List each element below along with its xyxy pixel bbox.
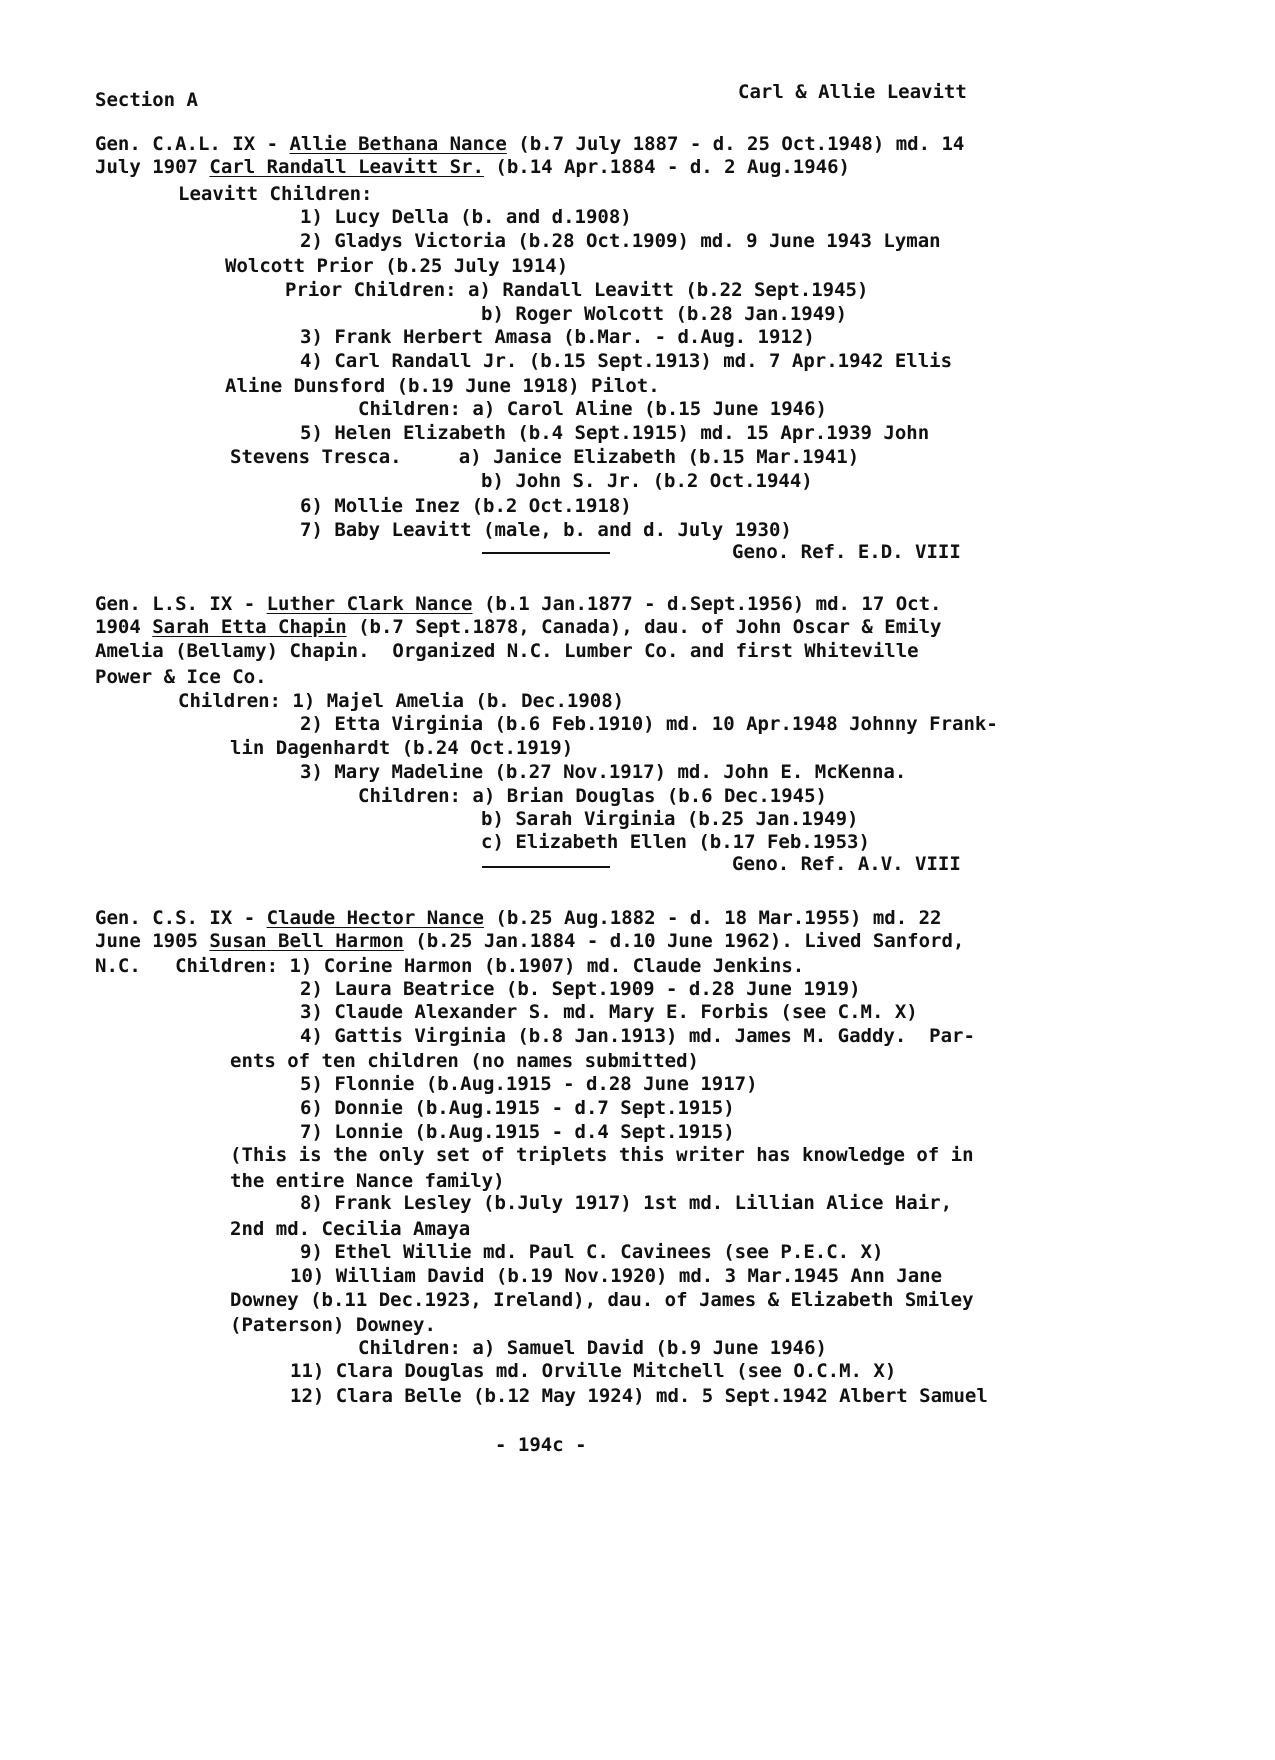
child-line: 9) Ethel Willie md. Paul C. Cavinees (see P.E.C. X) — [300, 1241, 884, 1263]
child-line: 3) Frank Herbert Amasa (b.Mar. - d.Aug. 1912) — [300, 326, 815, 348]
entry-line: June 1905 Susan Bell Harmon (b.25 Jan.1884 - d.10 June 1962). Lived Sanford, — [95, 930, 965, 952]
child-line: 2) Gladys Victoria (b.28 Oct.1909) md. 9 June 1943 Lyman — [300, 230, 941, 252]
geno-reference: Geno. Ref. E.D. VIII — [732, 541, 961, 563]
grandchild-line: Children: a) Brian Douglas (b.6 Dec.1945) — [358, 785, 827, 807]
entry-line: N.C. Children: 1) Corine Harmon (b.1907) md. Claude Jenkins. — [95, 955, 805, 977]
child-line: Wolcott Prior (b.25 July 1914) — [225, 255, 569, 277]
entry-line: Power & Ice Co. — [95, 666, 267, 688]
child-line: 4) Carl Randall Jr. (b.15 Sept.1913) md. 7 Apr.1942 Ellis — [300, 350, 953, 372]
grandchild-line: Prior Children: a) Randall Leavitt (b.22 Sept.1945) — [285, 279, 869, 301]
child-line: 6) Donnie (b.Aug.1915 - d.7 Sept.1915) — [300, 1097, 735, 1119]
child-line: 1) Lucy Della (b. and d.1908) — [300, 206, 632, 228]
child-line: Stevens Tresca. a) Janice Elizabeth (b.15 Mar.1941) — [230, 446, 860, 468]
geno-reference: Geno. Ref. A.V. VIII — [732, 853, 961, 875]
principal-name: Allie Bethana Nance — [289, 133, 507, 155]
children-heading: Children: 1) Majel Amelia (b. Dec.1908) — [178, 690, 625, 712]
child-line: lin Dagenhardt (b.24 Oct.1919) — [230, 737, 574, 759]
child-line: (Paterson) Downey. — [230, 1314, 436, 1336]
child-line: 7) Lonnie (b.Aug.1915 - d.4 Sept.1915) — [300, 1121, 735, 1143]
child-line: 4) Gattis Virginia (b.8 Jan.1913) md. James M. Gaddy. Par- — [300, 1025, 975, 1047]
family-heading: Carl & Allie Leavitt — [738, 81, 967, 103]
note-line: the entire Nance family) — [230, 1170, 505, 1192]
child-line: 2nd md. Cecilia Amaya — [230, 1218, 471, 1240]
child-line: 10) William David (b.19 Nov.1920) md. 3 Mar.1945 Ann Jane — [290, 1265, 943, 1287]
spouse-name: Sarah Etta Chapin — [152, 616, 347, 638]
child-line: 11) Clara Douglas md. Orville Mitchell (see O.C.M. X) — [290, 1360, 897, 1382]
genealogy-entry-claude-nance — [0, 907, 1275, 1650]
child-line: 12) Clara Belle (b.12 May 1924) md. 5 Sept.1942 Albert Samuel — [290, 1385, 988, 1407]
child-line: ents of ten children (no names submitted) — [230, 1050, 699, 1072]
child-line: 5) Helen Elizabeth (b.4 Sept.1915) md. 15 Apr.1939 John — [300, 422, 930, 444]
child-line: 5) Flonnie (b.Aug.1915 - d.28 June 1917) — [300, 1073, 758, 1095]
grandchild-line: Children: a) Samuel David (b.9 June 1946) — [358, 1337, 827, 1359]
child-line: 2) Etta Virginia (b.6 Feb.1910) md. 10 Apr.1948 Johnny Frank- — [300, 713, 998, 735]
entry-line: Gen. C.S. IX - Claude Hector Nance (b.25 Aug.1882 - d. 18 Mar.1955) md. 22 — [95, 907, 942, 929]
entry-line: Gen. L.S. IX - Luther Clark Nance (b.1 Jan.1877 - d.Sept.1956) md. 17 Oct. — [95, 593, 942, 615]
entry-divider — [482, 866, 610, 868]
child-line: 7) Baby Leavitt (male, b. and d. July 1930) — [300, 519, 792, 541]
entry-line: Gen. C.A.L. IX - Allie Bethana Nance (b.7 July 1887 - d. 25 Oct.1948) md. 14 — [95, 133, 965, 155]
entry-divider — [482, 552, 610, 554]
child-line: 2) Laura Beatrice (b. Sept.1909 - d.28 June 1919) — [300, 978, 861, 1000]
entry-line: July 1907 Carl Randall Leavitt Sr. (b.14 Apr.1884 - d. 2 Aug.1946) — [95, 156, 850, 178]
grandchild-line: b) John S. Jr. (b.2 Oct.1944) — [481, 470, 813, 492]
child-line: 8) Frank Lesley (b.July 1917) 1st md. Lillian Alice Hair, — [300, 1192, 953, 1214]
genealogy-entry-leavitt — [0, 133, 1275, 638]
page-number: - 194c - — [495, 1434, 587, 1456]
note-line: (This is the only set of triplets this writer has knowledge of in — [230, 1144, 974, 1166]
child-line: 6) Mollie Inez (b.2 Oct.1918) — [300, 495, 632, 517]
grandchild-line: b) Sarah Virginia (b.25 Jan.1949) — [481, 808, 859, 830]
grandchild-line: Children: a) Carol Aline (b.15 June 1946) — [358, 398, 827, 420]
child-line: 3) Claude Alexander S. md. Mary E. Forbis (see C.M. X) — [300, 1001, 918, 1023]
section-label: Section A — [95, 89, 198, 111]
spouse-name: Carl Randall Leavitt Sr. — [209, 156, 484, 178]
child-line: 3) Mary Madeline (b.27 Nov.1917) md. John E. McKenna. — [300, 761, 907, 783]
grandchild-line: b) Roger Wolcott (b.28 Jan.1949) — [481, 303, 848, 325]
grandchild-line: c) Elizabeth Ellen (b.17 Feb.1953) — [481, 831, 870, 853]
principal-name: Claude Hector Nance — [266, 907, 484, 929]
children-heading: Leavitt Children: — [178, 183, 373, 205]
principal-name: Luther Clark Nance — [266, 593, 473, 615]
spouse-name: Susan Bell Harmon — [209, 930, 404, 952]
child-line: Aline Dunsford (b.19 June 1918) Pilot. — [225, 375, 660, 397]
child-line: Downey (b.11 Dec.1923, Ireland), dau. of James & Elizabeth Smiley — [230, 1289, 974, 1311]
entry-line: 1904 Sarah Etta Chapin (b.7 Sept.1878, Canada), dau. of John Oscar & Emily — [95, 616, 942, 638]
entry-line: Amelia (Bellamy) Chapin. Organized N.C. Lumber Co. and first Whiteville — [95, 640, 919, 662]
